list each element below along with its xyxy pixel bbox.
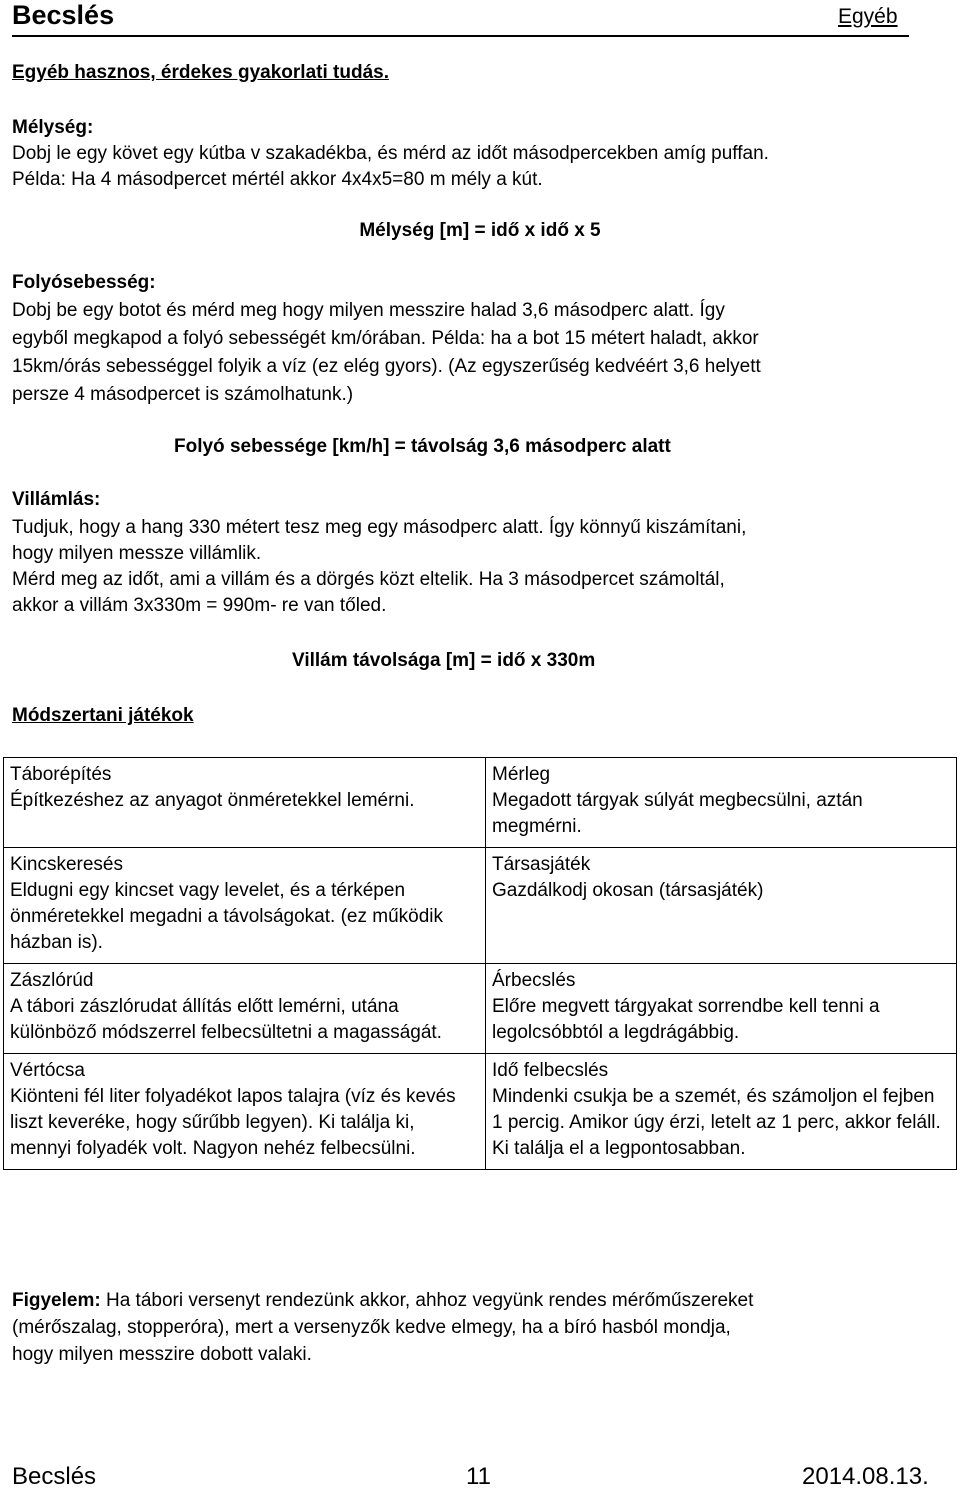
game-cell: [4, 964, 486, 1054]
lightning-text-line: Tudjuk, hogy a hang 330 métert tesz meg egy másodperc alatt. Így könnyű kiszámítani,: [12, 517, 747, 538]
game-title: Mérleg: [492, 764, 551, 785]
game-description: Előre megvett tárgyakat sorrendbe kell tenni a legolcsóbbtól a legdrágábbig.: [492, 996, 880, 1043]
game-title: Árbecslés: [492, 970, 576, 991]
river-formula: Folyó sebessége [km/h] = távolság 3,6 másodperc alatt: [174, 436, 671, 457]
game-cell: [4, 848, 486, 964]
table-row: [4, 964, 957, 1054]
lightning-text-line: Mérd meg az időt, ami a villám és a dörgés közt eltelik. Ha 3 másodpercet számoltál,: [12, 569, 725, 590]
games-heading: Módszertani játékok: [12, 705, 194, 726]
warning-line: [12, 1288, 753, 1314]
game-description: Kiönteni fél liter folyadékot lapos talajra (víz és kevés liszt keveréke, hogy sűrűbb legyen). Ki találja ki, mennyi folyadék volt. Nagyon nehéz felbecsülni.: [10, 1086, 456, 1159]
game-cell: [4, 1054, 486, 1170]
game-cell: [486, 1054, 957, 1170]
game-title: Társasjáték: [492, 854, 591, 875]
category-label: Egyéb: [838, 5, 898, 28]
game-title: Vértócsa: [10, 1060, 85, 1081]
warning-line: (mérőszalag, stopperóra), mert a versenyzők kedve elmegy, ha a bíró hasból mondja,: [12, 1317, 731, 1338]
lightning-formula: Villám távolsága [m] = idő x 330m: [292, 650, 596, 671]
lightning-text-line: hogy milyen messze villámlik.: [12, 543, 262, 564]
game-cell: [486, 758, 957, 848]
lightning-text-line: akkor a villám 3x330m = 990m- re van tőled.: [12, 595, 387, 616]
depth-text-line: Dobj le egy követ egy kútba v szakadékba, és mérd az időt másodpercekben amíg puffan.: [12, 143, 769, 164]
game-title: Idő felbecslés: [492, 1060, 609, 1081]
depth-formula: Mélység [m] = idő x idő x 5: [359, 220, 601, 241]
table-row: [4, 1054, 957, 1170]
river-text-line: persze 4 másodpercet is számolhatunk.): [12, 384, 354, 405]
intro-heading: Egyéb hasznos, érdekes gyakorlati tudás.: [12, 62, 389, 83]
depth-heading: Mélység:: [12, 117, 94, 138]
warning-text: Ha tábori versenyt rendezünk akkor, ahhoz vegyünk rendes mérőműszereket: [100, 1290, 754, 1311]
table-row: [4, 848, 957, 964]
game-title: Zászlórúd: [10, 970, 94, 991]
game-title: Kincskeresés: [10, 854, 123, 875]
river-text-line: egyből megkapod a folyó sebességét km/órában. Példa: ha a bot 15 métert haladt, akkor: [12, 328, 759, 349]
game-description: Mindenki csukja be a szemét, és számoljon el fejben 1 percig. Amikor úgy érzi, letelt az 1 perc, akkor feláll. Ki találja el a legpontosabban.: [492, 1086, 941, 1159]
lightning-heading: Villámlás:: [12, 489, 101, 510]
game-description: Megadott tárgyak súlyát megbecsülni, aztán megmérni.: [492, 790, 863, 837]
warning-line: hogy milyen messzire dobott valaki.: [12, 1344, 312, 1365]
page-title: Becslés: [12, 0, 115, 30]
games-table: [3, 757, 957, 1170]
footer-title: Becslés: [12, 1463, 97, 1490]
river-text-line: 15km/órás sebességgel folyik a víz (ez elég gyors). (Az egyszerűség kedvéért 3,6 helyett: [12, 356, 761, 377]
game-cell: [486, 848, 957, 964]
table-row: [4, 758, 957, 848]
header-divider: [12, 35, 909, 37]
game-title: Táborépítés: [10, 764, 112, 785]
game-cell: [486, 964, 957, 1054]
game-description: Gazdálkodj okosan (társasjáték): [492, 880, 764, 901]
footer-date: 2014.08.13.: [802, 1463, 929, 1490]
game-description: Eldugni egy kincset vagy levelet, és a térképen önméretekkel megadni a távolságokat. (ez működik házban is).: [10, 880, 444, 953]
river-text-line: Dobj be egy botot és mérd meg hogy milyen messzire halad 3,6 másodperc alatt. Így: [12, 300, 725, 321]
depth-text-line: Példa: Ha 4 másodpercet mértél akkor 4x4x5=80 m mély a kút.: [12, 169, 543, 190]
river-heading: Folyósebesség:: [12, 272, 156, 293]
page-number: 11: [466, 1463, 491, 1490]
warning-label: Figyelem:: [12, 1290, 101, 1311]
game-description: Építkezéshez az anyagot önméretekkel lemérni.: [10, 790, 415, 811]
game-description: A tábori zászlórudat állítás előtt lemérni, utána különböző módszerrel felbecsültetni a magasságát.: [10, 996, 442, 1043]
game-cell: [4, 758, 486, 848]
